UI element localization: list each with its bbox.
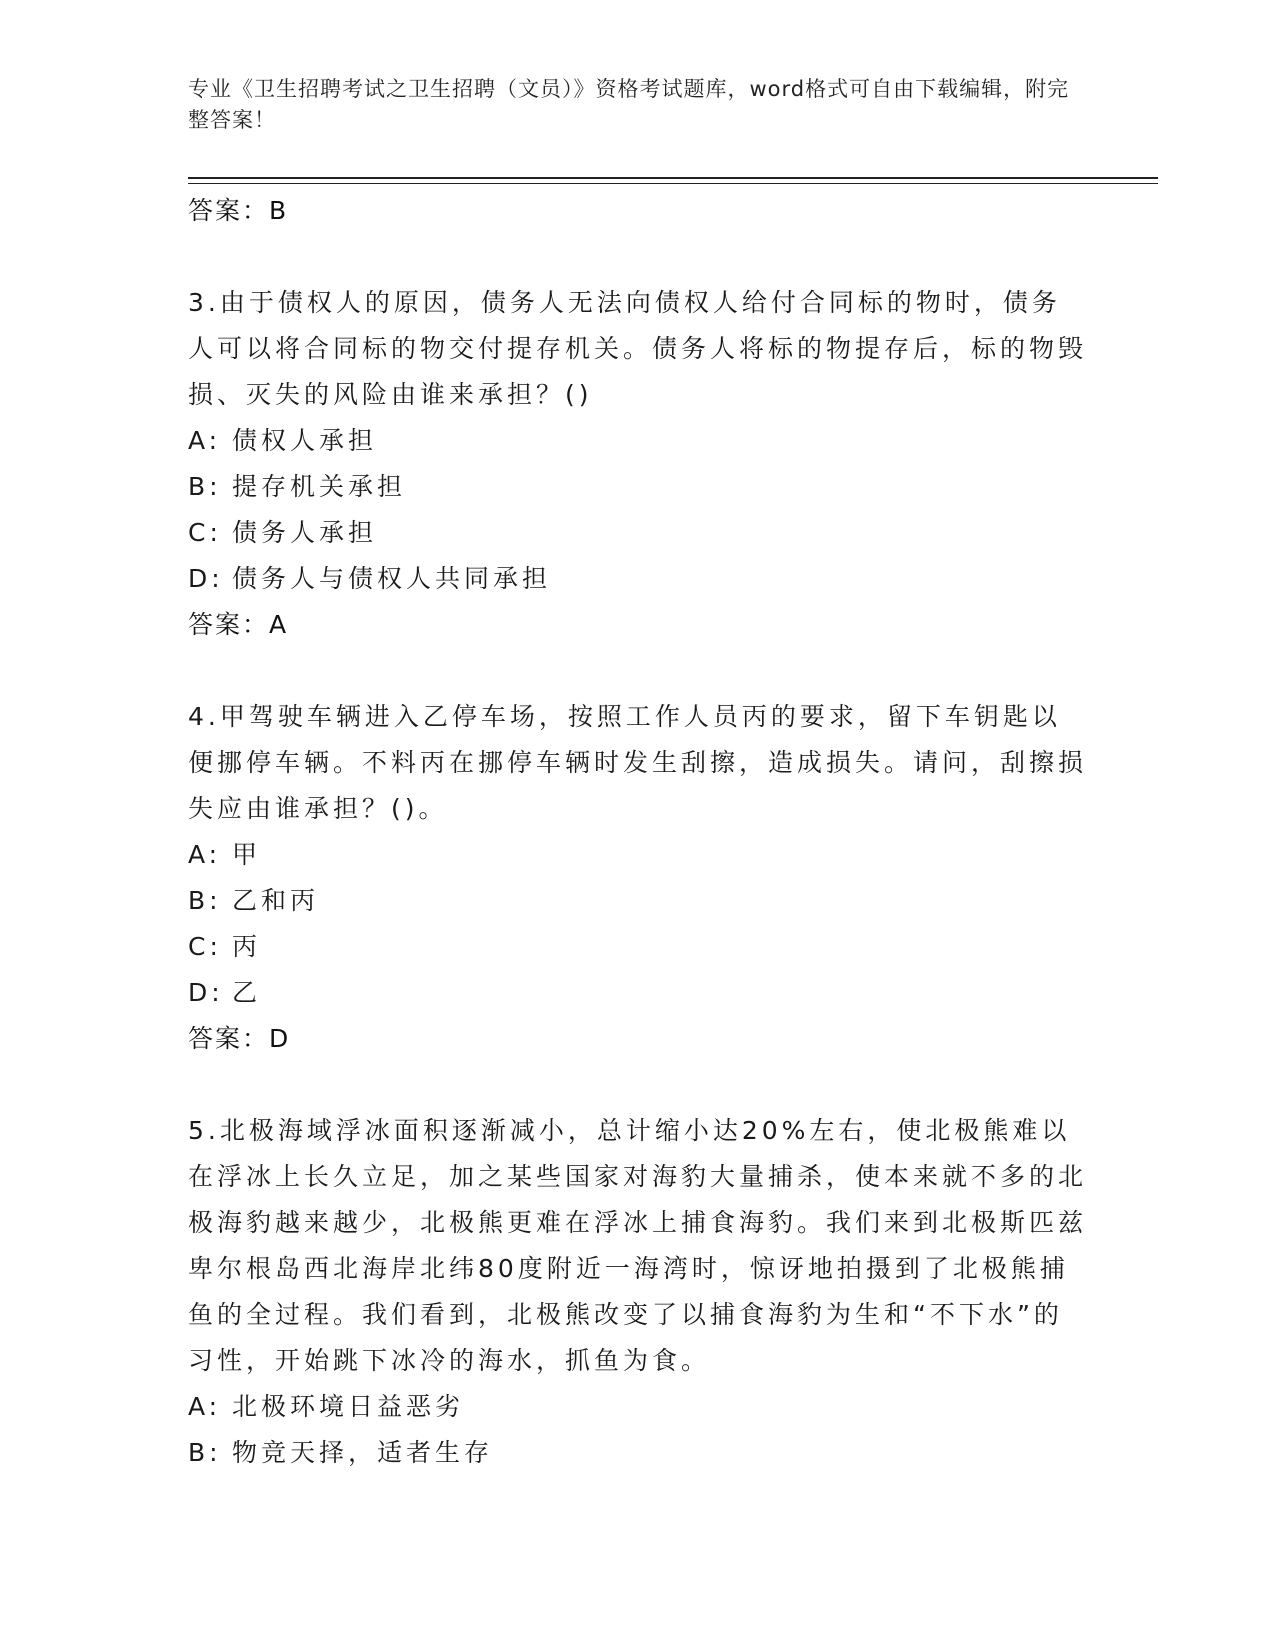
option-letter: A: (188, 840, 222, 869)
option-text: 北极环境日益恶劣 (232, 1392, 465, 1421)
option-text: 债务人承担 (232, 518, 378, 547)
option-a (188, 418, 1088, 464)
header-rule-thick (188, 177, 1158, 179)
document-header: 专业《卫生招聘考试之卫生招聘（文员）》资格考试题库，word格式可自由下载编辑，附完整答案！ (188, 77, 1070, 132)
option-d (188, 556, 1088, 602)
question-4 (188, 694, 1088, 1062)
option-text: 物竞天择，适者生存 (232, 1438, 494, 1467)
question-stem: 4.甲驾驶车辆进入乙停车场，按照工作人员丙的要求，留下车钥匙以便挪停车辆。不料丙在挪停车辆时发生刮擦，造成损失。请问，刮擦损失应由谁承担？()。 (188, 702, 1088, 823)
question-stem: 3.由于债权人的原因，债务人无法向债权人给付合同标的物时，债务人可以将合同标的物交付提存机关。债务人将标的物提存后，标的物毁损、灭失的风险由谁来承担？() (188, 288, 1088, 409)
option-text: 甲 (232, 840, 262, 869)
option-text: 提存机关承担 (232, 472, 407, 501)
option-b (188, 464, 1088, 510)
question-3 (188, 280, 1088, 648)
option-b (188, 878, 1088, 924)
option-letter: B: (188, 472, 222, 501)
option-text: 乙和丙 (232, 886, 320, 915)
option-text: 债权人承担 (232, 426, 378, 455)
option-a (188, 1384, 1088, 1430)
option-letter: B: (188, 886, 222, 915)
option-letter: D: (188, 978, 224, 1007)
option-c (188, 510, 1088, 556)
option-d (188, 970, 1088, 1016)
option-text: 债务人与债权人共同承担 (232, 564, 552, 593)
option-letter: C: (188, 932, 222, 961)
option-letter: A: (188, 426, 222, 455)
question-5 (188, 1108, 1088, 1476)
option-text: 丙 (232, 932, 262, 961)
option-text: 乙 (232, 978, 262, 1007)
spacer (188, 234, 1088, 280)
answer-line: 答案：A (188, 610, 289, 639)
option-letter: A: (188, 1392, 222, 1421)
option-a (188, 832, 1088, 878)
spacer (188, 648, 1088, 694)
option-letter: C: (188, 518, 222, 547)
question-stem: 5.北极海域浮冰面积逐渐减小，总计缩小达20%左右，使北极熊难以在浮冰上长久立足，加之某些国家对海豹大量捕杀，使本来就不多的北极海豹越来越少，北极熊更难在浮冰上捕食海豹。我们来到北极斯匹兹卑尔根岛西北海岸北纬80度附近一海湾时，惊讶地拍摄到了北极熊捕鱼的全过程。我们看到，北极熊改变了以捕食海豹为生和“不下水”的习性，开始跳下冰冷的海水，抓鱼为食。 (188, 1116, 1088, 1375)
answer-line: 答案：D (188, 1024, 291, 1053)
answer-line: 答案：B (188, 196, 289, 225)
spacer (188, 1062, 1088, 1108)
option-letter: D: (188, 564, 224, 593)
option-c (188, 924, 1088, 970)
option-b (188, 1430, 1088, 1476)
header-rule-thin (188, 183, 1158, 184)
question-list (188, 188, 1088, 1476)
option-letter: B: (188, 1438, 222, 1467)
